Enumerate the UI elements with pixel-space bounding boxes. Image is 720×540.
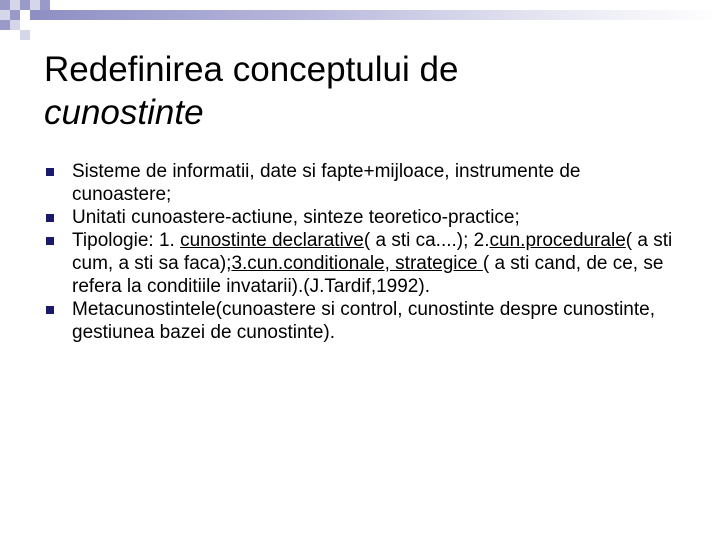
deco-square [20, 10, 30, 20]
bullet-text: Metacunostintele(cunoastere si control, cunostinte despre cunostinte, gestiunea bazei de cunostinte). [72, 299, 655, 343]
bullet-text: Sisteme de informatii, date si fapte+mijloace, instrumente de cunoastere; [72, 161, 581, 205]
deco-square [10, 10, 20, 20]
bullet-item [44, 298, 684, 344]
bullet-text-part: ( a sti cand, de ce, se refera la conditiile invatarii).(J.Tardif,1992). [72, 253, 664, 297]
deco-square [10, 20, 20, 30]
bullet-item [44, 229, 684, 298]
header-gradient-band [30, 10, 720, 20]
underlined-term: cun.procedurale [489, 230, 626, 251]
deco-square [0, 20, 10, 30]
slide-title [44, 48, 684, 134]
deco-square [0, 10, 10, 20]
deco-square [20, 0, 30, 10]
bullet-list [44, 160, 684, 344]
bullet-item [44, 160, 684, 206]
deco-square [30, 0, 40, 10]
bullet-item [44, 206, 684, 229]
bullet-text-part: ( a sti cum, a sti sa faca); [72, 230, 673, 274]
deco-square [40, 0, 50, 10]
underlined-term: cunostinte declarative [180, 230, 364, 251]
deco-square [10, 0, 20, 10]
underlined-term: 3.cun.conditionale, strategice [231, 253, 483, 274]
bullet-text: Unitati cunoastere-actiune, sinteze teoretico-practice; [72, 207, 520, 228]
title-line-1: Redefinirea conceptului de [44, 50, 459, 89]
deco-square [20, 30, 30, 40]
bullet-text-part: Tipologie: 1. [72, 230, 181, 251]
title-line-2: cunostinte [44, 93, 204, 132]
deco-square [0, 0, 10, 10]
bullet-text-part: ( a sti ca....); 2. [363, 230, 490, 251]
decorative-squares [0, 0, 60, 40]
